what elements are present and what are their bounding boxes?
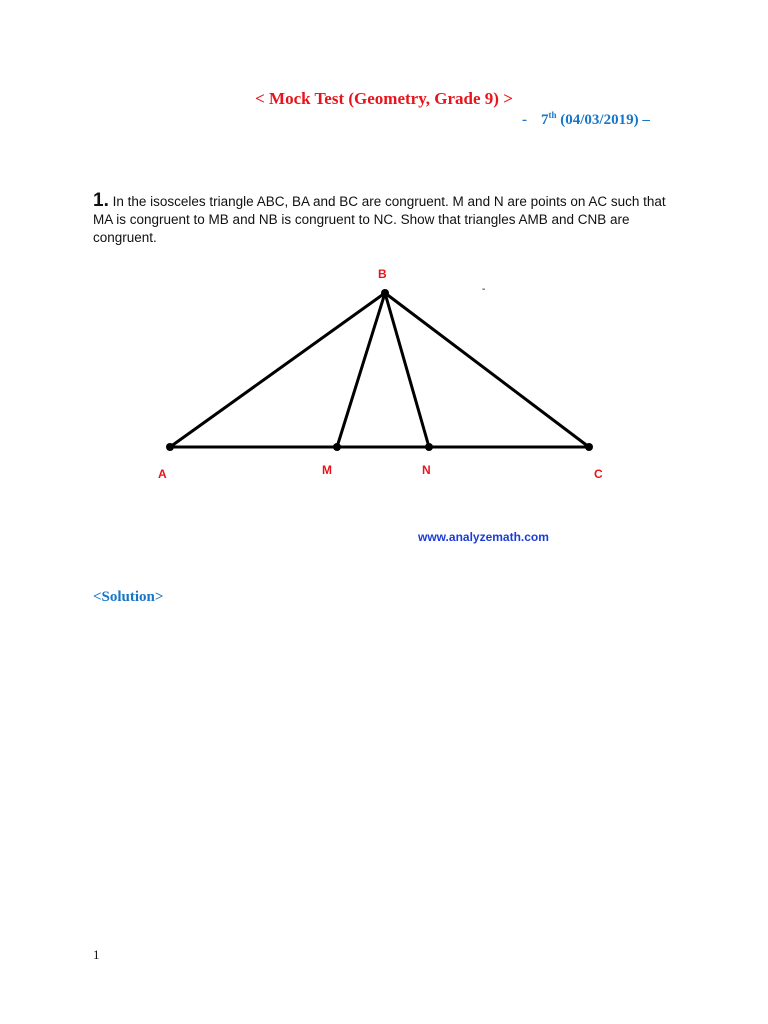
label-c: C: [594, 467, 603, 481]
segment-ab: [170, 293, 385, 447]
label-n: N: [422, 463, 431, 477]
dateline-date: (04/03/2019) –: [556, 112, 650, 128]
point-n: [425, 443, 433, 451]
watermark-text: www.analyzemath.com: [418, 530, 549, 544]
point-c: [585, 443, 593, 451]
point-m: [333, 443, 341, 451]
point-a: [166, 443, 174, 451]
label-m: M: [322, 463, 332, 477]
dateline-ordinal: 7: [541, 112, 549, 128]
dateline: [522, 110, 650, 129]
label-b: B: [378, 267, 387, 281]
segment-bn: [385, 293, 429, 447]
title-text: < Mock Test (Geometry, Grade 9) >: [255, 89, 513, 108]
point-b: [381, 289, 389, 297]
problem-1: [93, 192, 683, 247]
page-number: 1: [93, 947, 100, 962]
label-a: A: [158, 467, 167, 481]
dateline-dash: -: [522, 112, 527, 128]
page-title: [0, 89, 768, 109]
solution-heading: <Solution>: [93, 589, 164, 605]
problem-text: In the isosceles triangle ABC, BA and BC are congruent. M and N are points on AC such that MA is congruent to MB and NB is congruent to NC. Show that triangles AMB and CNB are congruent.: [93, 194, 666, 245]
stray-mark: -: [482, 284, 486, 295]
triangle-figure: [150, 262, 620, 492]
dateline-suffix: th: [548, 110, 557, 120]
segment-bm: [337, 293, 385, 447]
segment-bc: [385, 293, 589, 447]
problem-number: 1.: [93, 190, 109, 211]
